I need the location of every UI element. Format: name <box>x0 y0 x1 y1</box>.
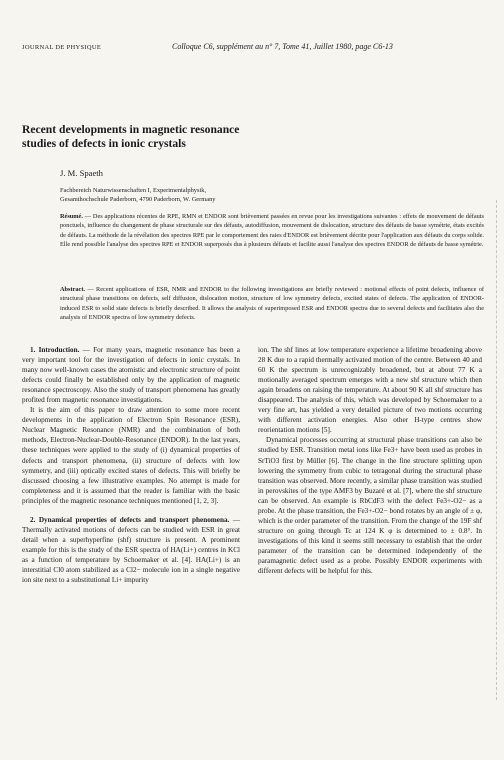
affiliation-line-2: Gesamthochschule Paderborn, 4790 Paderborn, W. Germany <box>60 196 216 203</box>
scan-edge-mark <box>496 200 498 700</box>
left-column <box>22 345 240 585</box>
author: J. M. Spaeth <box>60 168 103 178</box>
journal-name: JOURNAL DE PHYSIQUE <box>22 44 102 51</box>
affiliation-line-1: Fachbereich Naturwissenschaften I, Experimentalphysik, <box>60 187 207 194</box>
abstract-label: Abstract. <box>60 286 86 293</box>
intro-paragraph-2: It is the aim of this paper to draw attention to some more recent developments in the application of Electron Spin Resonance (ESR), Nuclear Magnetic Resonance (NMR) and the combination of both methods, Electron-Nuclear-Double-Resonance (ENDOR). In the last years, these techniques were applied to the study of (i) dynamical properties of defects and transport phenomena, (ii) structure of defects with low symmetry, and (iii) optically excited states of defects. This will briefly be discussed choosing a few illustrative examples. No attempt is made for completeness and it is assumed that the reader is familiar with the basic principles of the magnetic resonance techniques mentioned [1, 2, 3]. <box>22 406 240 505</box>
affiliation <box>60 186 360 204</box>
right-column <box>258 345 482 576</box>
resume-text: — Des applications récentes de RPE, RMN et ENDOR sont brièvement passées en revue pour les investigations suivantes : effets de mouvement de défauts ponctuels, influence du changement de phase structurale sur des défauts, autodiffusion, mouvement de dislocation, structure des défauts de basse symétrie, états excités de défauts. La méthode de la révélation des spectres RPE par le comportement des raies d'ENDOR est brièvement décrite pour l'application aux défauts du corps solide. Elle rend possible l'analyse des spectres RPE et ENDOR superposés dus à plusieurs défauts et facilite aussi l'analyse des spectres ENDOR de défauts de basse symétrie. <box>60 213 484 249</box>
section2-paragraph-1 <box>22 515 240 585</box>
column2-paragraph-1: ion. The shf lines at low temperature experience a lifetime broadening above 28 K due to a rapid thermally activated motion of the centre. Between 40 and 60 K the spectrum is unrecognizably broadened, but at about 77 K a motionally averaged spectrum emerges with a new shf structure which then again broadens on raising the temperature. At about 90 K all shf structure has disappeared. The analysis of this, which was developed by Schoemaker to a very fine art, has yielded a very detailed picture of two motions occurring with different activation energies. Also other H-type centres show reorientation motions [5]. <box>258 346 482 435</box>
intro-text-1: — For many years, magnetic resonance has been a very important tool for the investigation of defects in ionic crystals. In many now well-known cases the atomistic and electronic structure of point defects could finally be established only by the application of magnetic resonance spectroscopy. Also the study of transport phenomena has greatly profited from magnetic resonance investigations. <box>22 346 240 405</box>
abstract-block <box>60 285 484 323</box>
resume-block <box>60 212 484 250</box>
paper-title <box>22 123 462 151</box>
column2-paragraph-2: Dynamical processes occurring at structural phase transitions can also be studied by ESR. Transition metal ions like Fe3+ have been used as probes in SrTiO3 first by Müller [6]. The change in the fine structure splitting upon lowering the symmetry from cubic to tetragonal during the structural phase transition was observed. More recently, a similar phase transition was studied in perovskites of the type AMF3 by Buzaré et al. [7], where the shf structure can be observed. An example is RbCdF3 with the defect Fe3+-O2− as a probe. At the phase transition, the Fe3+-O2− bond rotates by an angle of ± φ, which is the order parameter of the transition. From the change of the 19F shf structure on going through Tc at 124 K φ is determined to ± 0.8°. In investigations of this kind it seems still necessary to establish that the order parameter of the transition can be determined independently of the paramagnetic defect used as a probe. Possibly ENDOR experiments with different defects will be helpful for this. <box>258 436 482 576</box>
section2-heading: 2. Dynamical properties of defects and transport phenomena. <box>30 515 230 524</box>
intro-paragraph-1 <box>22 345 240 405</box>
intro-heading: 1. Introduction. <box>30 346 80 354</box>
resume-label: Résumé. <box>60 213 83 220</box>
title-line-1: Recent developments in magnetic resonance <box>22 123 240 136</box>
issue-citation: Colloque C6, supplément au n° 7, Tome 41, Juillet 1980, page C6-13 <box>172 42 393 51</box>
title-line-2: studies of defects in ionic crystals <box>22 137 186 150</box>
section2-text-1: — Thermally activated motions of defects can be studied with ESR in great detail when a superhyperfine (shf) structure is present. A prominent example for this is the study of the ESR spectra of HA(Li+) centres in KCl as a function of temperature by Schoemaker et al. [4]. HA(Li+) is an interstitial Cl0 atom stabilized as a Cl2− molecule ion in a single negative ion site next to a substitutional Li+ impurity <box>22 515 241 585</box>
abstract-text: — Recent applications of ESR, NMR and ENDOR to the following investigations are briefly reviewed : motional effects of point defects, influence of structural phase transitions on defects, self diffusion, dislocation motion, structure of low symmetry defects, excited states of defects. The application of ENDOR-induced ESR to solid state defects is briefly described. It allows the analysis of superimposed ESR and ENDOR spectra due to several defects and facilitates also the analysis of ENDOR spectra of low symmetry defects. <box>60 286 484 322</box>
